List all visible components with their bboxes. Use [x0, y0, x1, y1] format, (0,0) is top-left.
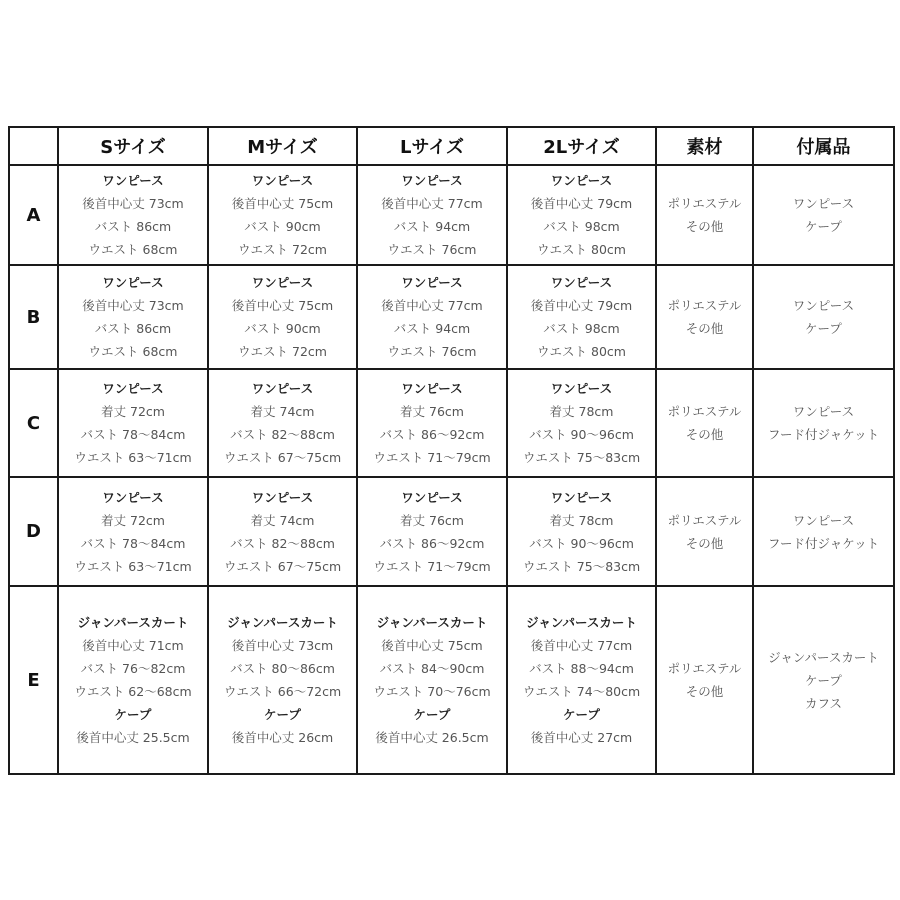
cell-line: ウエスト 74〜80cm [522, 684, 641, 699]
cell-size-2l [507, 165, 656, 265]
cell-line: バスト 84〜90cm [379, 661, 485, 676]
cell-line: 着丈 78cm [549, 512, 614, 528]
cell-line: 後首中心丈 25.5cm [76, 730, 190, 745]
cell-line: バスト 86〜92cm [379, 535, 485, 551]
cell-material [656, 165, 753, 265]
cell-size-l [357, 586, 507, 774]
item-heading: ケープ [563, 707, 600, 722]
cell-line: バスト 76〜82cm [80, 661, 186, 676]
cell-line: ポリエステル [667, 512, 742, 528]
cell-size-m [208, 369, 357, 477]
cell-line: その他 [685, 321, 724, 336]
cell-line: ポリエステル [667, 298, 742, 313]
cell-line: バスト 90〜96cm [529, 427, 634, 442]
cell-line: 後首中心丈 26cm [231, 730, 334, 745]
cell-size-s [58, 165, 208, 265]
cell-line: バスト 82〜88cm [230, 427, 335, 442]
cell-line: ウエスト 67〜75cm [223, 450, 342, 465]
cell-size-s [58, 586, 208, 774]
cell-line: ウエスト 72cm [238, 242, 327, 257]
cell-line: バスト 90cm [244, 321, 321, 336]
cell-size-m [208, 265, 357, 369]
item-heading: ワンピース [251, 489, 314, 505]
item-heading: ワンピース [251, 173, 314, 188]
cell-line: 着丈 72cm [101, 512, 165, 528]
row-label: A [9, 165, 58, 265]
cell-size-2l [507, 477, 656, 586]
cell-size-2l [507, 586, 656, 774]
cell-line: ウエスト 80cm [537, 242, 626, 257]
cell-line: 着丈 76cm [400, 404, 464, 419]
cell-line: ケープ [805, 672, 842, 688]
cell-line: バスト 86〜92cm [379, 427, 485, 442]
cell-line: 後首中心丈 27cm [530, 730, 633, 745]
cell-line: 着丈 74cm [250, 512, 315, 528]
cell-line: 後首中心丈 79cm [530, 298, 633, 313]
header-size-s: Sサイズ [58, 127, 208, 165]
cell-line: ウエスト 71〜79cm [373, 558, 491, 574]
cell-size-s [58, 477, 208, 586]
cell-line: ウエスト 63〜71cm [74, 450, 192, 465]
item-heading: ケープ [413, 707, 451, 722]
cell-line: ウエスト 75〜83cm [522, 450, 641, 465]
cell-size-m [208, 165, 357, 265]
cell-line: ウエスト 66〜72cm [223, 684, 342, 699]
cell-size-l [357, 165, 507, 265]
item-heading: ワンピース [102, 173, 164, 188]
cell-line: バスト 82〜88cm [230, 535, 335, 551]
cell-line: 後首中心丈 73cm [82, 196, 184, 211]
table-row [9, 477, 894, 586]
cell-line: ポリエステル [667, 196, 742, 211]
row-label: B [9, 265, 58, 369]
item-heading: ワンピース [550, 381, 613, 396]
cell-line: バスト 78〜84cm [80, 427, 186, 442]
header-size-m: Mサイズ [208, 127, 357, 165]
cell-line: ウエスト 63〜71cm [74, 558, 192, 574]
cell-size-s [58, 369, 208, 477]
cell-line: バスト 98cm [543, 321, 620, 336]
cell-line: ウエスト 68cm [88, 344, 178, 359]
item-heading: ワンピース [401, 489, 463, 505]
item-heading: ケープ [114, 707, 152, 722]
item-heading: ケープ [264, 707, 301, 722]
cell-line: 後首中心丈 79cm [530, 196, 633, 211]
cell-accessories [753, 369, 894, 477]
cell-size-m [208, 586, 357, 774]
cell-line: 着丈 78cm [549, 404, 614, 419]
cell-line: バスト 86cm [94, 219, 172, 234]
item-heading: ワンピース [550, 275, 613, 290]
cell-material [656, 369, 753, 477]
cell-line: 後首中心丈 75cm [231, 298, 334, 313]
table-row [9, 265, 894, 369]
item-heading: ワンピース [401, 173, 463, 188]
cell-line: 着丈 76cm [400, 512, 464, 528]
cell-line: ワンピース [792, 196, 855, 211]
size-chart-table [8, 126, 895, 775]
cell-line: バスト 88〜94cm [529, 661, 634, 676]
cell-line: 後首中心丈 73cm [82, 298, 184, 313]
table-row [9, 586, 894, 774]
cell-line: バスト 78〜84cm [80, 535, 186, 551]
item-heading: ジャンパースカート [227, 615, 338, 630]
cell-line: 後首中心丈 26.5cm [375, 730, 489, 745]
cell-line: ケープ [805, 219, 842, 234]
row-label: D [9, 477, 58, 586]
cell-line: 後首中心丈 77cm [381, 196, 483, 211]
item-heading: ワンピース [550, 173, 613, 188]
header-row-label [9, 127, 58, 165]
item-heading: ワンピース [251, 275, 314, 290]
table-row [9, 165, 894, 265]
cell-line: ワンピース [792, 512, 855, 528]
cell-accessories [753, 165, 894, 265]
item-heading: ワンピース [401, 381, 463, 396]
item-heading: ジャンパースカート [376, 615, 488, 630]
cell-size-l [357, 369, 507, 477]
item-heading: ワンピース [102, 489, 164, 505]
header-row [9, 127, 894, 165]
cell-material [656, 586, 753, 774]
cell-line: 後首中心丈 75cm [231, 196, 334, 211]
cell-line: ウエスト 76cm [387, 344, 477, 359]
cell-line: ケープ [805, 321, 842, 336]
cell-line: 着丈 72cm [101, 404, 165, 419]
cell-line: ウエスト 62〜68cm [74, 684, 192, 699]
cell-line: 後首中心丈 71cm [82, 638, 184, 653]
cell-line: 後首中心丈 77cm [530, 638, 633, 653]
item-heading: ワンピース [102, 381, 164, 396]
cell-line: その他 [685, 684, 724, 699]
cell-line: 着丈 74cm [250, 404, 315, 419]
cell-line: ポリエステル [667, 661, 742, 676]
header-material: 素材 [656, 127, 753, 165]
cell-line: フード付ジャケット [767, 427, 880, 442]
cell-line: ウエスト 75〜83cm [522, 558, 641, 574]
header-accessories: 付属品 [753, 127, 894, 165]
cell-line: ポリエステル [667, 404, 742, 419]
cell-line: その他 [685, 535, 724, 551]
table-row [9, 369, 894, 477]
item-heading: ワンピース [251, 381, 314, 396]
header-size-l: Lサイズ [357, 127, 507, 165]
header-size-2l: 2Lサイズ [507, 127, 656, 165]
item-heading: ワンピース [102, 275, 164, 290]
cell-line: 後首中心丈 73cm [231, 638, 334, 653]
cell-line: バスト 86cm [94, 321, 172, 336]
cell-accessories [753, 477, 894, 586]
cell-line: その他 [685, 219, 724, 234]
item-heading: ジャンパースカート [77, 615, 189, 630]
cell-line: その他 [685, 427, 724, 442]
cell-line: バスト 98cm [543, 219, 620, 234]
cell-line: バスト 90〜96cm [529, 535, 634, 551]
cell-material [656, 477, 753, 586]
cell-accessories [753, 586, 894, 774]
cell-size-2l [507, 369, 656, 477]
cell-line: バスト 94cm [393, 219, 471, 234]
cell-size-2l [507, 265, 656, 369]
row-label: E [9, 586, 58, 774]
cell-line: ウエスト 71〜79cm [373, 450, 491, 465]
item-heading: ジャンパースカート [526, 615, 637, 630]
cell-line: フード付ジャケット [767, 535, 880, 551]
cell-material [656, 265, 753, 369]
item-heading: ワンピース [401, 275, 463, 290]
cell-size-l [357, 477, 507, 586]
cell-size-m [208, 477, 357, 586]
cell-size-s [58, 265, 208, 369]
cell-accessories [753, 265, 894, 369]
cell-size-l [357, 265, 507, 369]
cell-line: バスト 80〜86cm [230, 661, 335, 676]
cell-line: ウエスト 70〜76cm [373, 684, 491, 699]
cell-line: バスト 90cm [244, 219, 321, 234]
cell-line: ウエスト 68cm [88, 242, 178, 257]
cell-line: カフス [804, 695, 842, 711]
cell-line: ワンピース [792, 298, 855, 313]
cell-line: 後首中心丈 75cm [381, 638, 483, 653]
cell-line: ウエスト 76cm [387, 242, 477, 257]
cell-line: 後首中心丈 77cm [381, 298, 483, 313]
cell-line: ワンピース [792, 404, 855, 419]
row-label: C [9, 369, 58, 477]
cell-line: ウエスト 80cm [537, 344, 626, 359]
cell-line: バスト 94cm [393, 321, 471, 336]
item-heading: ワンピース [550, 489, 613, 505]
cell-line: ウエスト 72cm [238, 344, 327, 359]
cell-line: ジャンパースカート [768, 649, 879, 665]
cell-line: ウエスト 67〜75cm [223, 558, 342, 574]
